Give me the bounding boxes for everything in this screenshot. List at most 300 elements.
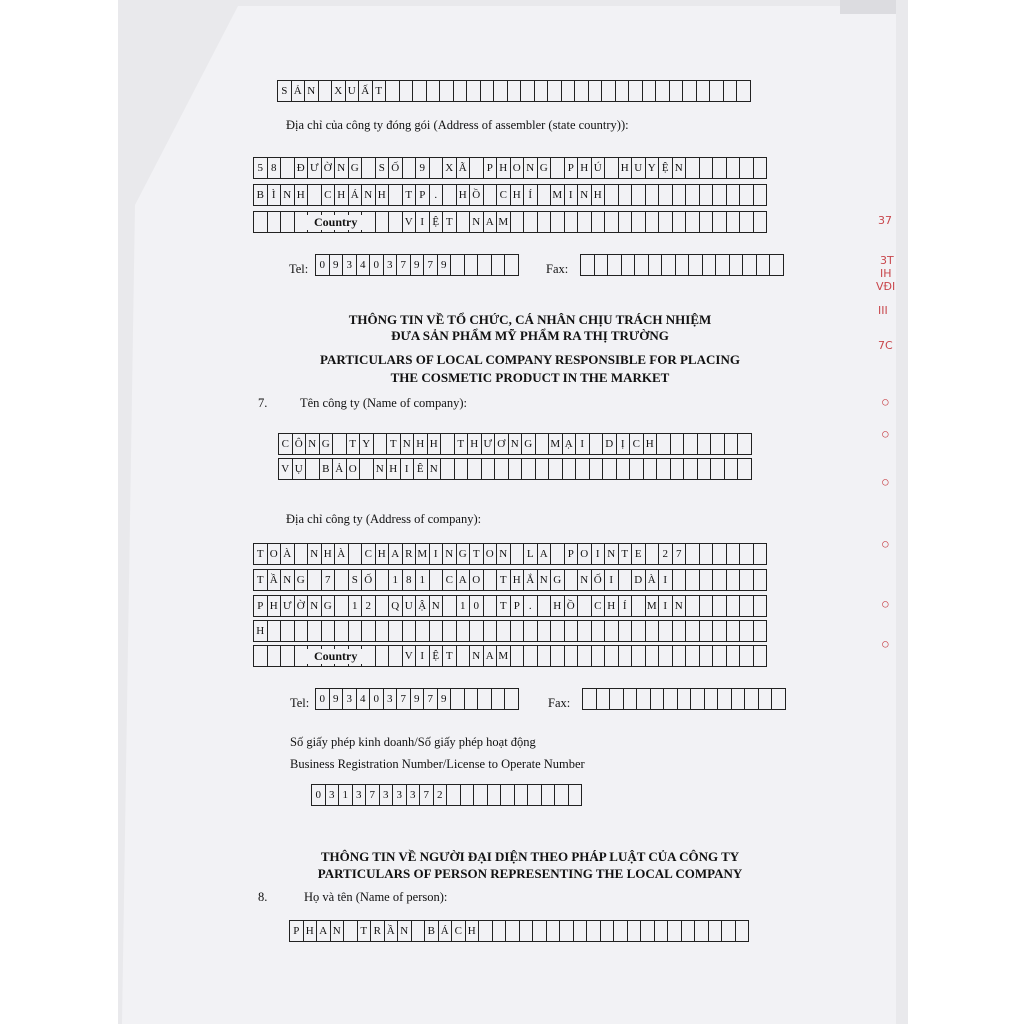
char-cell: 1 bbox=[456, 595, 471, 617]
char-cell bbox=[739, 184, 754, 206]
char-cell: Ạ bbox=[562, 433, 577, 455]
char-cell bbox=[685, 211, 700, 233]
char-cell bbox=[307, 569, 322, 591]
char-cell bbox=[704, 688, 719, 710]
char-cell bbox=[648, 254, 663, 276]
char-cell: Ố bbox=[388, 157, 403, 179]
char-cell bbox=[491, 688, 506, 710]
char-cell bbox=[535, 433, 550, 455]
char-cell bbox=[385, 80, 400, 102]
char-cell bbox=[321, 620, 336, 642]
company-address-line3 bbox=[254, 595, 767, 617]
char-cell: N bbox=[469, 645, 484, 667]
char-cell bbox=[519, 920, 534, 942]
char-cell: O bbox=[469, 569, 484, 591]
char-cell bbox=[548, 458, 563, 480]
char-cell: Ư bbox=[481, 433, 496, 455]
char-cell: N bbox=[373, 458, 388, 480]
char-cell: Y bbox=[645, 157, 660, 179]
char-cell: G bbox=[321, 595, 336, 617]
char-cell: T bbox=[496, 569, 511, 591]
char-cell bbox=[481, 458, 496, 480]
char-cell bbox=[672, 620, 687, 642]
char-cell bbox=[464, 688, 479, 710]
char-cell bbox=[656, 458, 671, 480]
char-cell: 0 bbox=[369, 688, 384, 710]
char-cell bbox=[739, 645, 754, 667]
char-cell: 3 bbox=[342, 688, 357, 710]
char-cell: H bbox=[618, 157, 633, 179]
stamp-fragment: 7C bbox=[878, 339, 893, 352]
char-cell: Á bbox=[348, 184, 363, 206]
char-cell: 7 bbox=[419, 784, 434, 806]
char-cell bbox=[280, 211, 295, 233]
char-cell: H bbox=[550, 595, 565, 617]
char-cell bbox=[739, 620, 754, 642]
char-cell: 1 bbox=[348, 595, 363, 617]
seal-mark: ◦ bbox=[877, 594, 894, 617]
char-cell: 9 bbox=[437, 688, 452, 710]
char-cell bbox=[412, 80, 427, 102]
char-cell: H bbox=[267, 595, 282, 617]
rep-title-vi: THÔNG TIN VỀ NGƯỜI ĐẠI DIỆN THEO PHÁP LUẬT CỦA CÔNG TY bbox=[320, 849, 740, 864]
char-cell bbox=[726, 595, 741, 617]
char-cell bbox=[510, 620, 525, 642]
char-cell: V bbox=[278, 458, 293, 480]
char-cell bbox=[661, 254, 676, 276]
company-name-label: Tên công ty (Name of company): bbox=[300, 396, 467, 410]
char-cell bbox=[546, 920, 561, 942]
char-cell bbox=[426, 80, 441, 102]
char-cell bbox=[332, 433, 347, 455]
char-cell bbox=[645, 543, 660, 565]
char-cell bbox=[699, 157, 714, 179]
char-cell bbox=[429, 569, 444, 591]
char-cell bbox=[589, 458, 604, 480]
char-cell bbox=[573, 920, 588, 942]
char-cell: Đ bbox=[294, 157, 309, 179]
char-cell: T bbox=[253, 543, 268, 565]
char-cell: T bbox=[496, 595, 511, 617]
char-cell bbox=[621, 254, 636, 276]
char-cell: I bbox=[415, 211, 430, 233]
char-cell bbox=[574, 80, 589, 102]
char-cell bbox=[343, 920, 358, 942]
char-cell bbox=[613, 920, 628, 942]
char-cell bbox=[685, 543, 700, 565]
char-cell: Ơ bbox=[494, 433, 509, 455]
char-cell: Ệ bbox=[429, 211, 444, 233]
char-cell: G bbox=[521, 433, 536, 455]
char-cell bbox=[739, 543, 754, 565]
char-cell: N bbox=[672, 157, 687, 179]
char-cell bbox=[721, 920, 736, 942]
char-cell: B bbox=[424, 920, 439, 942]
char-cell: 1 bbox=[388, 569, 403, 591]
char-cell bbox=[656, 433, 671, 455]
char-cell: 7 bbox=[672, 543, 687, 565]
char-cell: C bbox=[361, 543, 376, 565]
char-cell: T bbox=[372, 80, 387, 102]
char-cell: Ả bbox=[291, 80, 306, 102]
rep-name-grid bbox=[290, 920, 749, 942]
char-cell bbox=[373, 433, 388, 455]
char-cell bbox=[670, 458, 685, 480]
char-cell: Ì bbox=[267, 184, 282, 206]
char-cell bbox=[645, 184, 660, 206]
company-fax-grid bbox=[583, 688, 786, 710]
char-cell: 3 bbox=[379, 784, 394, 806]
char-cell bbox=[717, 688, 732, 710]
char-cell: Y bbox=[359, 433, 374, 455]
char-cell: Í bbox=[618, 595, 633, 617]
char-cell bbox=[712, 543, 727, 565]
char-cell bbox=[699, 620, 714, 642]
char-cell: I bbox=[415, 645, 430, 667]
char-cell bbox=[675, 254, 690, 276]
char-cell: 7 bbox=[396, 688, 411, 710]
char-cell bbox=[655, 80, 670, 102]
char-cell bbox=[618, 645, 633, 667]
char-cell bbox=[616, 458, 631, 480]
char-cell bbox=[753, 543, 768, 565]
char-cell bbox=[491, 254, 506, 276]
char-cell bbox=[494, 458, 509, 480]
char-cell bbox=[631, 595, 646, 617]
char-cell bbox=[670, 433, 685, 455]
char-cell: H bbox=[577, 157, 592, 179]
char-cell: H bbox=[375, 184, 390, 206]
char-cell: Á bbox=[438, 920, 453, 942]
char-cell bbox=[562, 458, 577, 480]
char-cell: N bbox=[523, 157, 538, 179]
char-cell bbox=[466, 80, 481, 102]
char-cell bbox=[534, 80, 549, 102]
char-cell bbox=[726, 543, 741, 565]
char-cell: T bbox=[454, 433, 469, 455]
char-cell: G bbox=[456, 543, 471, 565]
seal-mark: ◦ bbox=[877, 424, 894, 447]
char-cell bbox=[456, 211, 471, 233]
char-cell: H bbox=[253, 620, 268, 642]
char-cell bbox=[561, 80, 576, 102]
char-cell: L bbox=[523, 543, 538, 565]
char-cell: Ệ bbox=[429, 645, 444, 667]
char-cell: P bbox=[253, 595, 268, 617]
char-cell: N bbox=[307, 595, 322, 617]
char-cell bbox=[505, 920, 520, 942]
char-cell bbox=[601, 80, 616, 102]
char-cell: T bbox=[442, 645, 457, 667]
char-cell: H bbox=[386, 458, 401, 480]
char-cell bbox=[658, 645, 673, 667]
char-cell bbox=[742, 254, 757, 276]
char-cell: Ầ bbox=[384, 920, 399, 942]
char-cell bbox=[667, 920, 682, 942]
section-title-en-2: THE COSMETIC PRODUCT IN THE MARKET bbox=[390, 370, 670, 385]
char-cell: O bbox=[267, 543, 282, 565]
char-cell bbox=[753, 157, 768, 179]
char-cell: C bbox=[451, 920, 466, 942]
char-cell bbox=[550, 157, 565, 179]
char-cell bbox=[753, 645, 768, 667]
char-cell bbox=[440, 458, 455, 480]
char-cell: M bbox=[496, 645, 511, 667]
char-cell bbox=[456, 645, 471, 667]
char-cell bbox=[492, 920, 507, 942]
char-cell bbox=[753, 211, 768, 233]
char-cell: À bbox=[280, 543, 295, 565]
char-cell: I bbox=[564, 184, 579, 206]
char-cell: 3 bbox=[383, 688, 398, 710]
char-cell bbox=[672, 569, 687, 591]
char-cell: 3 bbox=[352, 784, 367, 806]
assembler-address-line2 bbox=[254, 184, 767, 206]
char-cell bbox=[627, 920, 642, 942]
rep-name-label: Họ và tên (Name of person): bbox=[304, 890, 448, 904]
char-cell bbox=[442, 620, 457, 642]
char-cell bbox=[537, 184, 552, 206]
char-cell: H bbox=[510, 569, 525, 591]
char-cell bbox=[634, 254, 649, 276]
char-cell bbox=[307, 184, 322, 206]
char-cell: N bbox=[304, 80, 319, 102]
char-cell bbox=[582, 688, 597, 710]
company-tel-grid bbox=[316, 688, 519, 710]
char-cell bbox=[604, 157, 619, 179]
char-cell: H bbox=[496, 157, 511, 179]
char-cell: 4 bbox=[356, 688, 371, 710]
char-cell bbox=[631, 645, 646, 667]
char-cell: N bbox=[508, 433, 523, 455]
char-cell: N bbox=[577, 184, 592, 206]
char-cell bbox=[753, 620, 768, 642]
char-cell bbox=[726, 211, 741, 233]
char-cell bbox=[618, 569, 633, 591]
char-cell bbox=[469, 620, 484, 642]
char-cell: V bbox=[402, 645, 417, 667]
char-cell: 3 bbox=[406, 784, 421, 806]
char-cell: G bbox=[294, 569, 309, 591]
char-cell bbox=[631, 184, 646, 206]
char-cell: H bbox=[465, 920, 480, 942]
char-cell: Ầ bbox=[267, 569, 282, 591]
char-cell bbox=[672, 645, 687, 667]
char-cell bbox=[477, 254, 492, 276]
char-cell bbox=[731, 688, 746, 710]
char-cell: Ụ bbox=[292, 458, 307, 480]
char-cell bbox=[699, 595, 714, 617]
char-cell bbox=[604, 645, 619, 667]
char-cell: 9 bbox=[329, 688, 344, 710]
char-cell: Ị bbox=[616, 433, 631, 455]
char-cell bbox=[726, 645, 741, 667]
char-cell bbox=[415, 620, 430, 642]
char-cell bbox=[631, 211, 646, 233]
char-cell: N bbox=[496, 543, 511, 565]
char-cell bbox=[735, 920, 750, 942]
char-cell: Ấ bbox=[358, 80, 373, 102]
char-cell: A bbox=[456, 569, 471, 591]
char-cell bbox=[537, 645, 552, 667]
char-cell: N bbox=[330, 920, 345, 942]
char-cell bbox=[658, 184, 673, 206]
char-cell bbox=[361, 620, 376, 642]
char-cell: H bbox=[510, 184, 525, 206]
char-cell: 2 bbox=[361, 595, 376, 617]
stamp-fragment: 37 bbox=[878, 214, 892, 227]
char-cell: Ậ bbox=[415, 595, 430, 617]
char-cell bbox=[642, 80, 657, 102]
char-cell bbox=[594, 254, 609, 276]
char-cell: T bbox=[618, 543, 633, 565]
char-cell: I bbox=[658, 569, 673, 591]
char-cell: 7 bbox=[396, 254, 411, 276]
char-cell bbox=[554, 784, 569, 806]
char-cell bbox=[710, 458, 725, 480]
char-cell bbox=[600, 920, 615, 942]
char-cell bbox=[623, 688, 638, 710]
char-cell: 0 bbox=[311, 784, 326, 806]
char-cell bbox=[375, 595, 390, 617]
char-cell: N bbox=[400, 433, 415, 455]
char-cell bbox=[694, 920, 709, 942]
char-cell bbox=[685, 157, 700, 179]
char-cell: G bbox=[550, 569, 565, 591]
char-cell: H bbox=[456, 184, 471, 206]
char-cell bbox=[541, 784, 556, 806]
char-cell bbox=[359, 458, 374, 480]
char-cell bbox=[609, 688, 624, 710]
char-cell: N bbox=[280, 184, 295, 206]
char-cell bbox=[527, 784, 542, 806]
char-cell bbox=[564, 620, 579, 642]
char-cell bbox=[650, 688, 665, 710]
char-cell bbox=[450, 688, 465, 710]
char-cell: 0 bbox=[315, 254, 330, 276]
char-cell: E bbox=[631, 543, 646, 565]
char-cell: N bbox=[334, 157, 349, 179]
char-cell bbox=[685, 184, 700, 206]
char-cell bbox=[715, 254, 730, 276]
char-cell bbox=[483, 569, 498, 591]
char-cell bbox=[726, 620, 741, 642]
char-cell bbox=[483, 184, 498, 206]
char-cell: U bbox=[345, 80, 360, 102]
char-cell bbox=[685, 595, 700, 617]
char-cell bbox=[537, 211, 552, 233]
char-cell bbox=[736, 80, 751, 102]
char-cell: H bbox=[303, 920, 318, 942]
seal-mark: ◦ bbox=[877, 634, 894, 657]
char-cell bbox=[442, 595, 457, 617]
char-cell: S bbox=[277, 80, 292, 102]
char-cell bbox=[453, 80, 468, 102]
char-cell bbox=[402, 157, 417, 179]
char-cell: I bbox=[400, 458, 415, 480]
char-cell: I bbox=[658, 595, 673, 617]
char-cell bbox=[450, 254, 465, 276]
char-cell bbox=[460, 784, 475, 806]
char-cell bbox=[575, 458, 590, 480]
char-cell: H bbox=[294, 184, 309, 206]
char-cell bbox=[726, 569, 741, 591]
char-cell bbox=[429, 157, 444, 179]
char-cell bbox=[737, 458, 752, 480]
char-cell bbox=[699, 543, 714, 565]
char-cell: R bbox=[402, 543, 417, 565]
char-cell bbox=[523, 645, 538, 667]
char-cell bbox=[586, 920, 601, 942]
char-cell bbox=[663, 688, 678, 710]
char-cell bbox=[724, 433, 739, 455]
char-cell bbox=[591, 620, 606, 642]
char-cell bbox=[564, 211, 579, 233]
char-cell: 8 bbox=[267, 157, 282, 179]
char-cell bbox=[514, 784, 529, 806]
char-cell: N bbox=[397, 920, 412, 942]
char-cell bbox=[756, 254, 771, 276]
assembler-fax-label: Fax: bbox=[546, 262, 569, 276]
char-cell: 7 bbox=[423, 254, 438, 276]
char-cell: P bbox=[564, 543, 579, 565]
char-cell bbox=[712, 184, 727, 206]
stamp-fragment: IH bbox=[880, 267, 892, 280]
license-number-grid bbox=[312, 784, 582, 806]
char-cell bbox=[348, 543, 363, 565]
char-cell bbox=[388, 211, 403, 233]
char-cell bbox=[577, 211, 592, 233]
char-cell bbox=[456, 620, 471, 642]
char-cell: X bbox=[442, 157, 457, 179]
char-cell bbox=[440, 433, 455, 455]
char-cell bbox=[699, 645, 714, 667]
char-cell bbox=[439, 80, 454, 102]
assembler-address-label: Địa chỉ của công ty đóng gói (Address of assembler (state country)): bbox=[286, 118, 629, 132]
char-cell bbox=[307, 620, 322, 642]
char-cell bbox=[547, 80, 562, 102]
char-cell: D bbox=[602, 433, 617, 455]
char-cell bbox=[411, 920, 426, 942]
char-cell: . bbox=[429, 184, 444, 206]
char-cell: 4 bbox=[356, 254, 371, 276]
char-cell: 2 bbox=[658, 543, 673, 565]
char-cell: Ú bbox=[591, 157, 606, 179]
company-name-line2 bbox=[279, 458, 752, 480]
char-cell: G bbox=[319, 433, 334, 455]
char-cell: H bbox=[427, 433, 442, 455]
char-cell: N bbox=[429, 595, 444, 617]
char-cell: R bbox=[370, 920, 385, 942]
char-cell bbox=[604, 620, 619, 642]
char-cell bbox=[535, 458, 550, 480]
section-title-en-1: PARTICULARS OF LOCAL COMPANY RESPONSIBLE FOR PLACING bbox=[320, 352, 740, 367]
char-cell bbox=[523, 620, 538, 642]
char-cell bbox=[500, 784, 515, 806]
char-cell bbox=[658, 620, 673, 642]
char-cell bbox=[604, 184, 619, 206]
char-cell: H bbox=[467, 433, 482, 455]
char-cell: B bbox=[319, 458, 334, 480]
char-cell: M bbox=[645, 595, 660, 617]
char-cell bbox=[697, 433, 712, 455]
char-cell bbox=[669, 80, 684, 102]
assembler-tel-grid bbox=[316, 254, 519, 276]
char-cell bbox=[577, 595, 592, 617]
char-cell bbox=[737, 433, 752, 455]
company-address-label: Địa chỉ công ty (Address of company): bbox=[286, 512, 482, 526]
char-cell bbox=[402, 620, 417, 642]
